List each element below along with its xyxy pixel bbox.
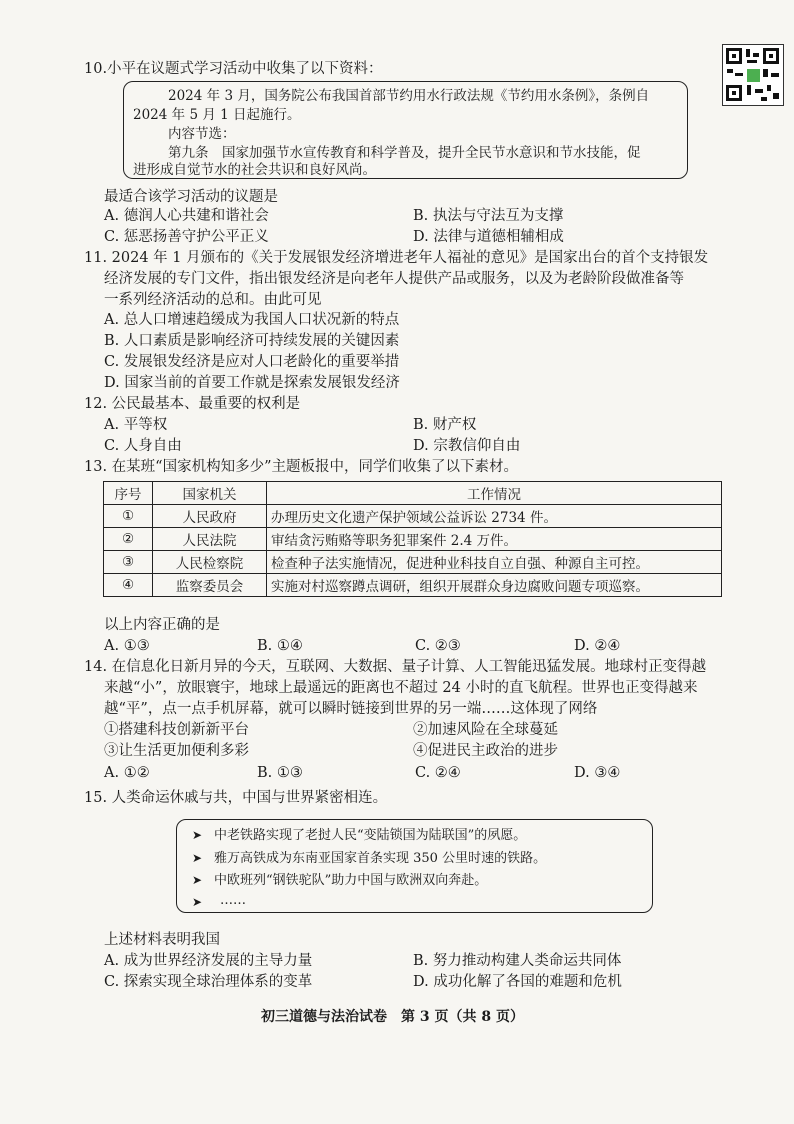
q13-option-d: D. ②④: [574, 638, 621, 654]
q14-option-b: B. ①③: [257, 765, 303, 781]
qr-code: [722, 44, 784, 106]
table-row: [104, 528, 722, 551]
q14-line3: 越“平”，点一点手机屏幕，就可以瞬时链接到世界的另一端……这体现了网络: [104, 701, 598, 717]
q15-item-4: ……: [220, 893, 246, 908]
arrow-bullet-icon: ➤: [192, 873, 203, 887]
table-header-row: [104, 482, 722, 505]
q14-option-d: D. ③④: [574, 765, 621, 781]
arrow-bullet-icon: ➤: [192, 895, 203, 909]
table-cell: ②: [104, 528, 153, 551]
q14-statement-1: ①搭建科技创新新平台: [104, 722, 249, 738]
table-cell: 审结贪污贿赂等职务犯罪案件 2.4 万件。: [267, 528, 722, 551]
q10-box-line5: 进形成自觉节水的社会共识和良好风尚。: [133, 162, 376, 178]
table-cell: 实施对村巡察蹲点调研，组织开展群众身边腐败问题专项巡察。: [267, 574, 722, 597]
table-cell: 监察委员会: [153, 574, 267, 597]
q15-prompt: 上述材料表明我国: [104, 932, 220, 948]
table-header-cell: 工作情况: [267, 482, 722, 505]
q15-option-b: B. 努力推动构建人类命运共同体: [413, 953, 622, 969]
q10-box-line2: 2024 年 5 月 1 日起施行。: [133, 107, 301, 123]
q10-option-b: B. 执法与守法互为支撑: [413, 208, 564, 224]
q11-line1: 11. 2024 年 1 月颁布的《关于发展银发经济增进老年人福祉的意见》是国家出台的首个支持银发: [84, 250, 709, 266]
q10-option-d: D. 法律与道德相辅相成: [413, 229, 564, 245]
table-cell: 人民法院: [153, 528, 267, 551]
q11-option-b: B. 人口素质是影响经济可持续发展的关键因素: [104, 333, 400, 349]
q14-line1: 14. 在信息化日新月异的今天，互联网、大数据、量子计算、人工智能迅猛发展。地球村正变得越: [84, 659, 707, 675]
q15-option-c: C. 探索实现全球治理体系的变革: [104, 974, 313, 990]
table-row: [104, 505, 722, 528]
q13-option-c: C. ②③: [415, 638, 461, 654]
page-footer: 初三道德与法治试卷 第 3 页（共 8 页）: [261, 1009, 524, 1025]
table-cell: 检查种子法实施情况，促进种业科技自立自强、种源自主可控。: [267, 551, 722, 574]
q11-line2: 经济发展的专门文件，指出银发经济是向老年人提供产品或服务，以及为老龄阶段做准备等: [104, 271, 684, 287]
q14-statement-3: ③让生活更加便利多彩: [104, 743, 249, 759]
q15-stem: 15. 人类命运休戚与共，中国与世界紧密相连。: [84, 790, 388, 806]
table-cell: ③: [104, 551, 153, 574]
table-cell: ④: [104, 574, 153, 597]
table-header-cell: 国家机关: [153, 482, 267, 505]
q10-box-line1: 2024 年 3 月，国务院公布我国首部节约用水行政法规《节约用水条例》，条例自: [168, 88, 650, 104]
table-header-cell: 序号: [104, 482, 153, 505]
q14-line2: 来越“小”，放眼寰宇，地球上最遥远的距离也不超过 24 小时的直飞航程。世界也正变得越来: [104, 680, 698, 696]
q15-item-2: 雅万高铁成为东南亚国家首条实现 350 公里时速的铁路。: [214, 851, 547, 866]
table-cell: 人民检察院: [153, 551, 267, 574]
arrow-bullet-icon: ➤: [192, 828, 203, 842]
q15-option-d: D. 成功化解了各国的难题和危机: [413, 974, 622, 990]
q15-item-3: 中欧班列“钢铁驼队”助力中国与欧洲双向奔赴。: [214, 873, 488, 888]
q10-prompt: 最适合该学习活动的议题是: [104, 189, 278, 205]
q15-option-a: A. 成为世界经济发展的主导力量: [104, 953, 313, 969]
q13-stem: 13. 在某班“国家机构知多少”主题板报中，同学们收集了以下素材。: [84, 459, 518, 475]
table-row: [104, 574, 722, 597]
q13-option-a: A. ①③: [104, 638, 150, 654]
arrow-bullet-icon: ➤: [192, 851, 203, 865]
q14-option-a: A. ①②: [104, 765, 150, 781]
q10-box-line3: 内容节选：: [168, 126, 236, 142]
q10-stem: 10.小平在议题式学习活动中收集了以下资料：: [84, 61, 383, 77]
q12-option-c: C. 人身自由: [104, 438, 182, 454]
q15-item-1: 中老铁路实现了老挝人民“变陆锁国为陆联国”的夙愿。: [214, 828, 527, 843]
q13-prompt: 以上内容正确的是: [104, 617, 220, 633]
q14-statement-2: ②加速风险在全球蔓延: [413, 722, 558, 738]
q12-stem: 12. 公民最基本、最重要的权利是: [84, 396, 301, 412]
q12-option-d: D. 宗教信仰自由: [413, 438, 521, 454]
q13-option-b: B. ①④: [257, 638, 303, 654]
q13-table: [103, 481, 722, 597]
q10-option-a: A. 德润人心共建和谐社会: [104, 208, 269, 224]
q11-line3: 一系列经济活动的总和。由此可见: [104, 292, 322, 308]
q11-option-d: D. 国家当前的首要工作就是探索发展银发经济: [104, 375, 400, 391]
q12-option-a: A. 平等权: [104, 417, 168, 433]
q10-option-c: C. 惩恶扬善守护公平正义: [104, 229, 269, 245]
table-cell: 人民政府: [153, 505, 267, 528]
q14-statement-4: ④促进民主政治的进步: [413, 743, 558, 759]
table-cell: ①: [104, 505, 153, 528]
q11-option-c: C. 发展银发经济是应对人口老龄化的重要举措: [104, 354, 400, 370]
q14-option-c: C. ②④: [415, 765, 461, 781]
q12-option-b: B. 财产权: [413, 417, 477, 433]
table-cell: 办理历史文化遗产保护领域公益诉讼 2734 件。: [267, 505, 722, 528]
q10-box-line4: 第九条 国家加强节水宣传教育和科学普及，提升全民节水意识和节水技能，促: [168, 145, 641, 161]
table-row: [104, 551, 722, 574]
q11-option-a: A. 总人口增速趋缓成为我国人口状况新的特点: [104, 312, 400, 328]
